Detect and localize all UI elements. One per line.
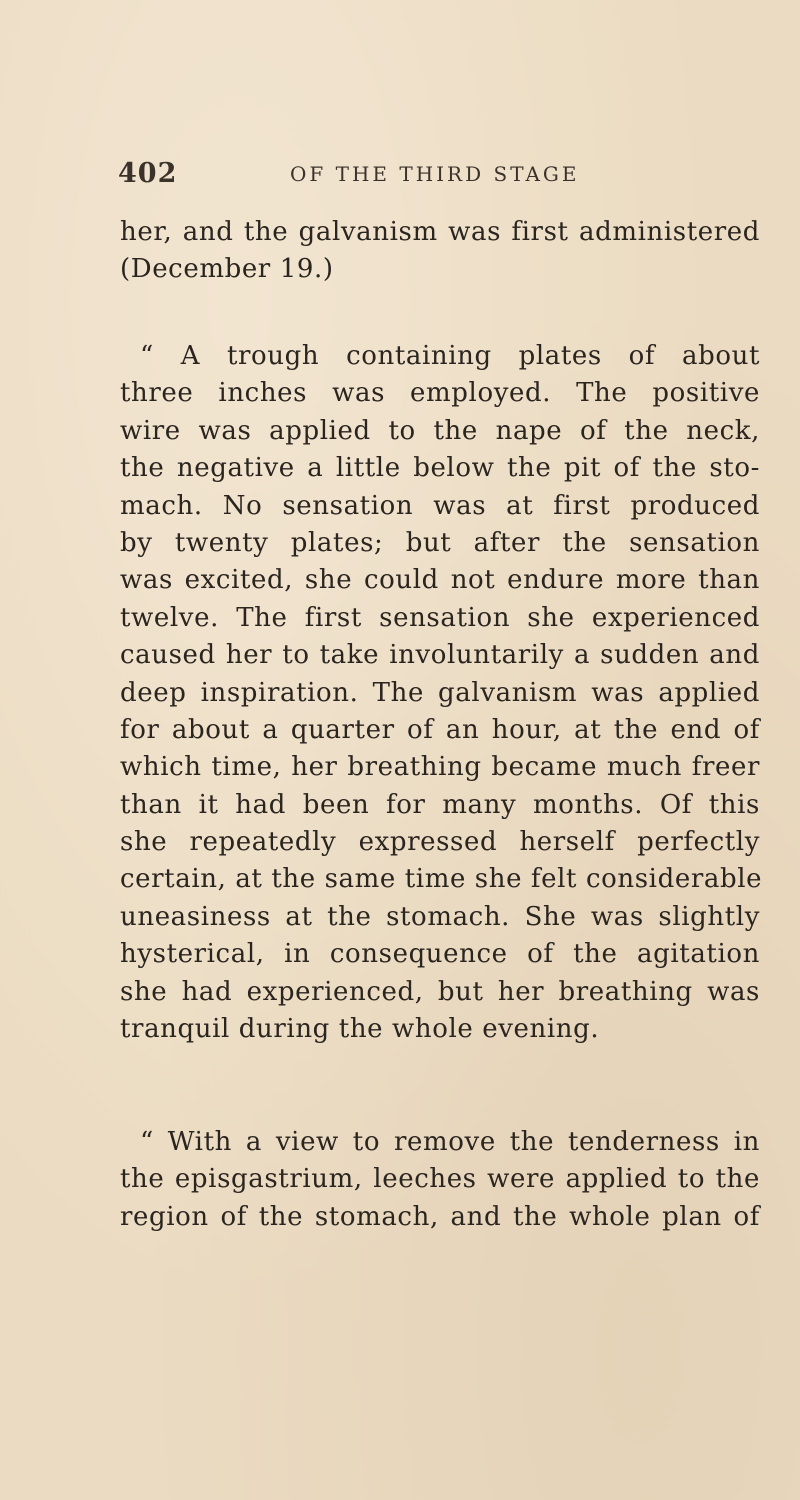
running-title: OF THE THIRD STAGE xyxy=(290,162,580,186)
text-line: her, and the galvanism was first administered xyxy=(120,217,760,247)
text-line: she had experienced, but her breathing was xyxy=(120,976,760,1007)
paragraph-2 xyxy=(120,338,763,1048)
text-line: which time, her breathing became much freer xyxy=(120,752,760,783)
text-line: (December 19.) xyxy=(120,254,334,285)
text-line: uneasiness at the stomach. She was slightly xyxy=(120,901,760,932)
text-line: the episgastrium, leeches were applied to the xyxy=(120,1164,760,1195)
text-line: hysterical, in consequence of the agitation xyxy=(120,939,760,970)
text-line: she repeatedly expressed herself perfectly xyxy=(120,827,760,858)
text-line: “ With a view to remove the tenderness in xyxy=(140,1127,760,1157)
text-line: for about a quarter of an hour, at the end of xyxy=(120,714,760,745)
text-line: than it had been for many months. Of this xyxy=(120,789,760,820)
running-head xyxy=(118,158,758,198)
page-number: 402 xyxy=(118,158,178,189)
text-line: was excited, she could not endure more than xyxy=(120,565,760,596)
text-line: by twenty plates; but after the sensation xyxy=(120,527,760,558)
paragraph-3 xyxy=(120,1124,760,1236)
text-line: caused her to take involuntarily a sudden and xyxy=(120,640,760,671)
text-line: certain, at the same time she felt considerable xyxy=(120,864,763,895)
text-line: three inches was employed. The positive xyxy=(120,378,760,409)
text-line: the negative a little below the pit of the sto- xyxy=(120,453,760,484)
paragraph-1 xyxy=(120,214,760,289)
text-line: deep inspiration. The galvanism was applied xyxy=(120,677,760,708)
text-line: mach. No sensation was at first produced xyxy=(120,490,760,521)
text-line: region of the stomach, and the whole plan of xyxy=(120,1201,760,1232)
text-line: twelve. The first sensation she experienced xyxy=(120,602,760,633)
text-line: “ A trough containing plates of about xyxy=(140,341,760,371)
text-line: tranquil during the whole evening. xyxy=(120,1014,600,1045)
text-line: wire was applied to the nape of the neck, xyxy=(120,415,760,446)
